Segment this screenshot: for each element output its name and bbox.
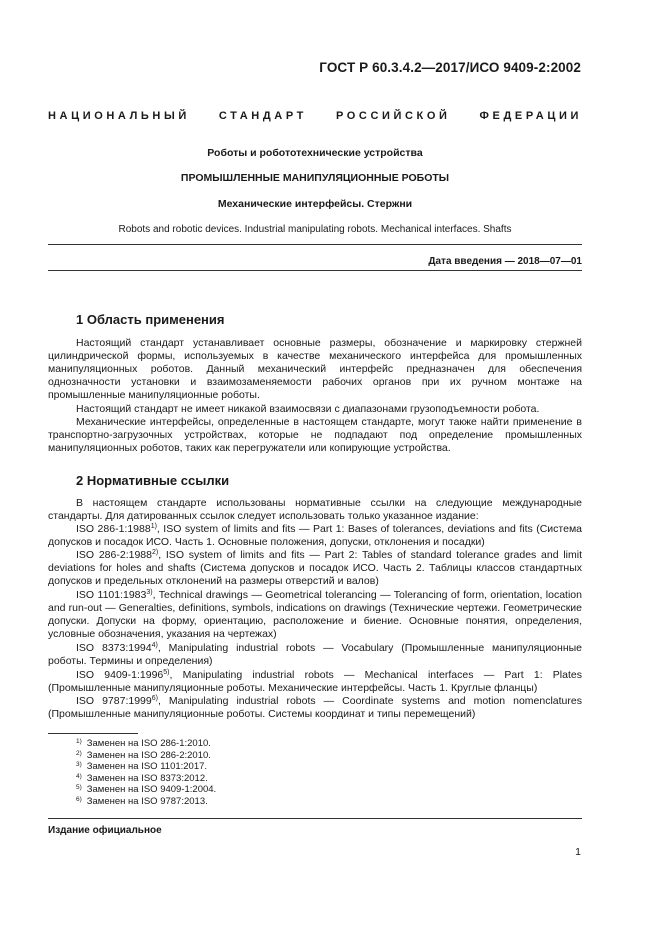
reference-item (48, 642, 582, 668)
footnote-mark: 4) (151, 642, 158, 649)
footnote-item (76, 761, 216, 773)
footnote-mark: 6) (76, 795, 82, 803)
footnote-mark: 5) (163, 669, 170, 676)
reference-item (48, 589, 582, 641)
title-line-2: ПРОМЫШЛЕННЫЕ МАНИПУЛЯЦИОННЫЕ РОБОТЫ (180, 172, 450, 184)
reference-text: , ISO system of limits and fits — Part 2: Tables of standard tolerance grades and limit deviations for holes and shafts (Система допусков и посадок ИСО. Часть 2. Таблицы классов стандартных допусков и предельных отклонений на размеры отверстий и валов) (48, 549, 582, 588)
english-title: Robots and robotic devices. Industrial manipulating robots. Mechanical interfaces. Shafts (118, 224, 512, 235)
footnotes-list (76, 738, 216, 808)
reference-text: , ISO system of limits and fits — Part 1: Bases of tolerances, deviations and fits (Система допусков и посадок ИСО. Часть 1. Основные положения, допуски, отклонения и посадки) (48, 523, 582, 549)
footnote-text: Заменен на ISO 9409-1:2004. (86, 784, 217, 796)
footnote-text: Заменен на ISO 8373:2012. (86, 772, 208, 784)
section-1-heading: 1 Область применения (76, 312, 225, 327)
footnote-divider (48, 733, 138, 734)
footnote-mark: 3) (76, 761, 82, 769)
reference-code: ISO 1101:1983 (76, 589, 147, 601)
reference-code: ISO 9787:1999 (76, 695, 152, 707)
footnote-mark: 1) (76, 738, 82, 745)
section-1-paragraph-3: Механические интерфейсы, определенные в настоящем стандарте, могут также найти применение в транспортно-загрузочных устройствах, которые не подпадают под определение промышленных манипуляционных роботов, таких как перегружатели или копирующие устройства. (48, 416, 582, 455)
divider-bottom (48, 270, 582, 271)
footer-divider (48, 818, 582, 819)
reference-text: , Manipulating industrial robots — Coordinate systems and motion nomenclatures (Промышленные манипуляционные роботы. Системы координат и типы перемещений) (48, 695, 582, 721)
footnote-item (76, 738, 216, 750)
footnote-text: Заменен на ISO 1101:2017. (86, 761, 208, 773)
reference-text: , Manipulating industrial robots — Vocabulary (Промышленные манипуляционные роботы. Термины и определения) (48, 642, 583, 668)
reference-item (48, 523, 582, 549)
reference-item (48, 695, 582, 721)
section-1-paragraph-1: Настоящий стандарт устанавливает основные размеры, обозначение и маркировку стержней цилиндрической формы, используемых в качестве механического интерфейса для промышленных манипуляционных роботов. Данный механический интерфейс предназначен для обеспечения однозначности установки и взаимозаменяемости рабочих органов при их ручном монтаже на промышленные манипуляционные роботы. (48, 337, 582, 402)
standard-code: ГОСТ Р 60.3.4.2—2017/ИСО 9409-2:2002 (319, 60, 581, 75)
title-line-3: Механические интерфейсы. Стержни (217, 198, 413, 210)
title-line-1: Роботы и робототехнические устройства (207, 147, 423, 159)
reference-code: ISO 8373:1994 (76, 642, 152, 654)
reference-item (48, 549, 582, 588)
divider-top (48, 244, 582, 245)
introduction-date: Дата введения — 2018—07—01 (428, 256, 582, 267)
footnote-mark: 4) (76, 772, 82, 780)
footnote-mark: 3) (146, 589, 153, 596)
reference-code: ISO 9409-1:1996 (76, 669, 164, 681)
footnote-item (76, 796, 216, 808)
reference-code: ISO 286-1:1988 (76, 523, 151, 535)
section-1-paragraph-2: Настоящий стандарт не имеет никакой взаимосвязи с диапазонами грузоподъемности робота. (76, 403, 540, 415)
footnote-item (76, 773, 216, 785)
footnote-mark: 1) (150, 523, 157, 530)
footnote-text: Заменен на ISO 286-2:2010. (86, 749, 211, 761)
footnote-mark: 2) (76, 749, 82, 757)
footnote-mark: 6) (151, 695, 158, 702)
reference-text: , Manipulating industrial robots — Mechanical interfaces — Part 1: Plates (Промышленные манипуляционные роботы. Механические интерфейсы. Часть 1. Круглые фланцы) (48, 669, 582, 695)
footnote-text: Заменен на ISO 286-1:2010. (86, 738, 211, 749)
official-edition-label: Издание официальное (48, 825, 162, 836)
page-number: 1 (575, 846, 581, 858)
footnote-mark: 5) (76, 784, 82, 792)
footnote-item (76, 784, 216, 796)
national-standard-title: НАЦИОНАЛЬНЫЙ СТАНДАРТ РОССИЙСКОЙ ФЕДЕРАЦИИ (48, 110, 582, 122)
footnote-mark: 2) (151, 549, 159, 556)
section-2-intro: В настоящем стандарте использованы нормативные ссылки на следующие международные стандарты. Для датированных ссылок следует использовать только указанное издание: (48, 497, 582, 523)
footnote-item (76, 750, 216, 762)
reference-code: ISO 286-2:1988 (76, 549, 152, 561)
reference-text: , Technical drawings — Geometrical tolerancing — Tolerancing of form, orientation, location and run-out — Generalties, definitions, symbols, indications on drawings (Технические чертежи. Геометрические допуски. Допуски на форму, ориентацию, расположение и биение. Основные понятия, определения, условные обозначения, указания на чертежах) (48, 589, 582, 641)
section-2-heading: 2 Нормативные ссылки (76, 473, 230, 488)
footnote-text: Заменен на ISO 9787:2013. (86, 795, 208, 807)
reference-item (48, 669, 582, 695)
